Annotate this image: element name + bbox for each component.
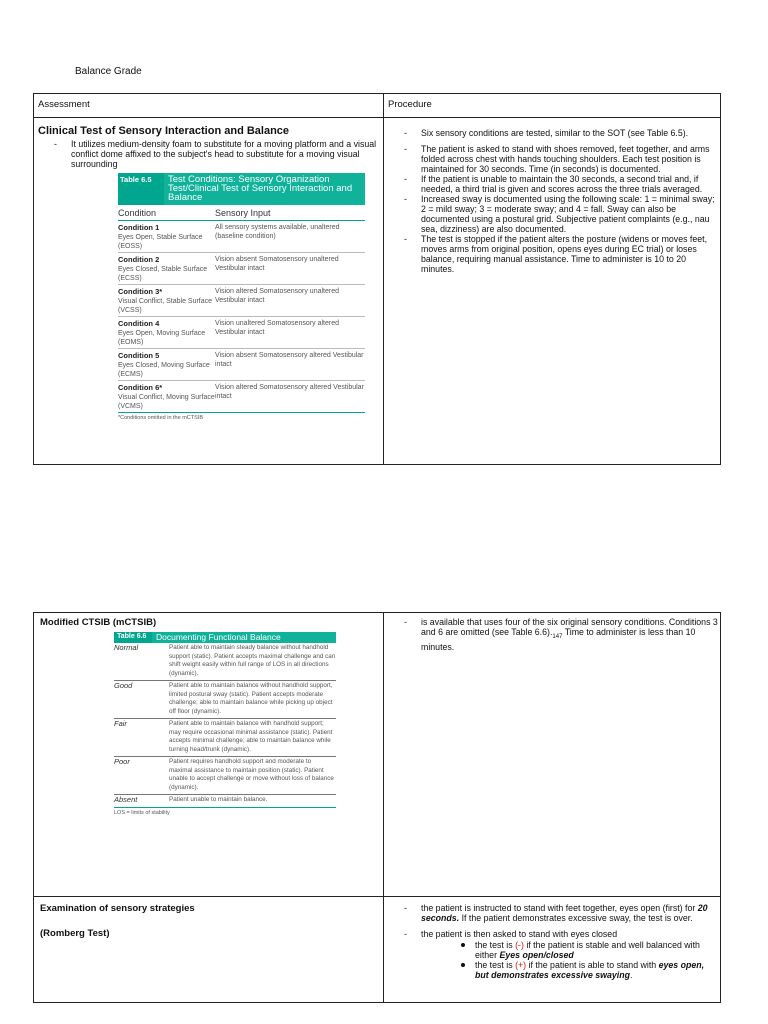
header-procedure: Procedure bbox=[384, 94, 721, 118]
grade-row bbox=[114, 719, 336, 757]
result-emphasis: eyes open, but demonstrates excessive swaying bbox=[475, 960, 705, 980]
table-6-5-banner bbox=[118, 173, 365, 205]
mctsib-assessment-cell bbox=[34, 613, 384, 897]
condition-input: Vision unaltered Somatosensory altered Vestibular intact bbox=[215, 320, 340, 336]
mctsib-title: Modified CTSIB (mCTSIB) bbox=[40, 617, 157, 628]
assessment-table-2 bbox=[33, 612, 721, 1003]
procedure-item: - Increased sway is documented using the following scale: 1 = minimal sway; 2 = mild sway; 3 = moderate sway; and 4 = fall. Sway can also be documented using a postural grid. Subjective patient complaints (e.g., nau sea, dizziness) are also documented. bbox=[384, 194, 720, 234]
condition-input: Vision altered Somatosensory unaltered Vestibular intact bbox=[215, 288, 340, 304]
condition-desc: Eyes Closed, Moving Surface (ECMS) bbox=[118, 362, 210, 378]
condition-row bbox=[118, 285, 365, 317]
result-item bbox=[421, 960, 720, 980]
romberg-result-list bbox=[421, 940, 720, 980]
result-text: if the patient is able to stand with bbox=[526, 960, 659, 970]
result-text: . bbox=[630, 970, 633, 980]
grade-label: Normal bbox=[114, 643, 139, 652]
condition-input: Vision absent Somatosensory altered Vestibular intact bbox=[215, 352, 364, 368]
table-6-5-footnote: *Conditions omitted in the mCTSIB bbox=[118, 415, 203, 421]
procedure-emphasis: 20 seconds. bbox=[421, 903, 708, 923]
negative-sign: (-) bbox=[515, 940, 524, 950]
ctsib-title: Clinical Test of Sensory Interaction and Balance bbox=[38, 125, 290, 137]
procedure-text: Time to administer is less than 10 minutes. bbox=[421, 627, 696, 652]
condition-row bbox=[118, 317, 365, 349]
result-emphasis: Eyes open/closed bbox=[499, 950, 574, 960]
romberg-procedure-cell bbox=[384, 897, 721, 1003]
table-6-5-column-headers bbox=[118, 205, 365, 221]
condition-name: Condition 3* bbox=[118, 287, 163, 296]
grade-row bbox=[114, 795, 336, 808]
col-sensory-input: Sensory Input bbox=[215, 208, 271, 218]
table-6-5-image bbox=[118, 173, 365, 421]
condition-name: Condition 4 bbox=[118, 319, 160, 328]
romberg-subtitle: (Romberg Test) bbox=[40, 928, 110, 939]
grade-label: Fair bbox=[114, 719, 127, 728]
col-condition: Condition bbox=[118, 208, 157, 218]
condition-row bbox=[118, 349, 365, 381]
ctsib-assessment-cell bbox=[34, 118, 384, 465]
procedure-item: - The patient is asked to stand with shoes removed, feet together, and arms folded across chest with hands touching shoulders. Each test position is maintained for 30 seconds. Time (in seconds) is documented. bbox=[384, 144, 720, 174]
ctsib-bullets bbox=[34, 139, 383, 169]
grade-text: Patient unable to maintain balance. bbox=[169, 796, 268, 803]
document-label: Balance Grade bbox=[75, 66, 142, 77]
condition-name: Condition 2 bbox=[118, 255, 160, 264]
condition-input: All sensory systems available, unaltered (baseline condition) bbox=[215, 224, 340, 240]
condition-name: Condition 5 bbox=[118, 351, 160, 360]
ctsib-procedure-cell bbox=[384, 118, 721, 465]
condition-desc: Eyes Closed, Stable Surface (ECSS) bbox=[118, 266, 208, 282]
condition-name: Condition 6* bbox=[118, 383, 163, 392]
result-text: if the patient is stable and well balanced with either bbox=[475, 940, 700, 960]
grade-text: Patient able to maintain balance with handhold support; may require occasional minimal assistance (static). Patient accepts minimal challenge; able to maintain balance while turning head/trunk (dynamic). bbox=[169, 720, 333, 753]
table-6-5-title: Test Conditions: Sensory Organization Test/Clinical Test of Sensory Interaction and Balance bbox=[164, 173, 365, 205]
result-text: the test is bbox=[475, 960, 516, 970]
romberg-title: Examination of sensory strategies bbox=[40, 903, 195, 914]
procedure-item bbox=[384, 929, 720, 980]
reference-number: 147 bbox=[552, 633, 563, 640]
table-6-6-title: Documenting Functional Balance bbox=[152, 632, 336, 643]
table-6-6-image bbox=[114, 632, 336, 816]
grade-row bbox=[114, 681, 336, 719]
grade-row bbox=[114, 643, 336, 681]
table-6-5-tag: Table 6.5 bbox=[118, 173, 164, 205]
mctsib-procedure-cell bbox=[384, 613, 721, 897]
procedure-text: the patient is then asked to stand with eyes closed bbox=[421, 929, 618, 939]
procedure-text: If the patient demonstrates excessive sway, the test is over. bbox=[459, 913, 693, 923]
result-text: the test is bbox=[475, 940, 516, 950]
condition-desc: Visual Conflict, Stable Surface (VCSS) bbox=[118, 298, 213, 314]
table-6-6-tag: Table 6.6 bbox=[114, 632, 152, 643]
condition-row bbox=[118, 253, 365, 285]
grade-text: Patient requires handhold support and moderate to maximal assistance to maintain position (static). Patient unable to accept challenge or move without loss of balance (dynamic). bbox=[169, 758, 334, 791]
procedure-item: - If the patient is unable to maintain the 30 seconds, a second trial and, if needed, a third trial is given and scores across the three trials averaged. bbox=[384, 174, 720, 194]
procedure-item: - Six sensory conditions are tested, similar to the SOT (see Table 6.5). bbox=[384, 128, 720, 138]
procedure-item bbox=[384, 903, 720, 923]
condition-input: Vision altered Somatosensory altered Vestibular intact bbox=[215, 384, 364, 400]
grade-text: Patient able to maintain balance without handhold support, limited postural sway (static). Patient accepts moderate challenge; able to maintain balance while picking up object off floor (dynamic). bbox=[169, 682, 333, 715]
grade-label: Good bbox=[114, 681, 133, 690]
mctsib-procedure-list bbox=[384, 617, 720, 652]
romberg-procedure-list bbox=[384, 903, 720, 980]
condition-row bbox=[118, 381, 365, 413]
condition-name: Condition 1 bbox=[118, 223, 160, 232]
grade-label: Poor bbox=[114, 757, 130, 766]
grade-label: Absent bbox=[114, 795, 138, 804]
procedure-text: is available that uses four of the six original sensory conditions. Conditions 3 and 6 are omitted (see Table 6.6). bbox=[421, 617, 718, 637]
grade-row bbox=[114, 757, 336, 795]
ctsib-procedure-list bbox=[384, 128, 720, 274]
table-6-6-footnote: LOS = limits of stability bbox=[114, 809, 170, 816]
procedure-item: - The test is stopped if the patient alters the posture (widens or moves feet, moves arms from original position, opens eyes during EC trial) or loses balance, requiring manual assistance. Time to administer is 10 to 20 minutes. bbox=[384, 234, 720, 274]
condition-desc: Visual Conflict, Moving Surface (VCMS) bbox=[118, 394, 215, 410]
romberg-assessment-cell bbox=[34, 897, 384, 1003]
positive-sign: (+) bbox=[515, 960, 527, 970]
condition-desc: Eyes Open, Stable Surface (EOSS) bbox=[118, 234, 203, 250]
condition-desc: Eyes Open, Moving Surface (EOMS) bbox=[118, 330, 206, 346]
condition-input: Vision absent Somatosensory unaltered Vestibular intact bbox=[215, 256, 339, 272]
assessment-table-1 bbox=[33, 93, 721, 465]
procedure-item bbox=[384, 617, 720, 652]
header-assessment: Assessment bbox=[34, 94, 384, 118]
condition-row bbox=[118, 221, 365, 253]
result-item bbox=[421, 940, 720, 960]
grade-text: Patient able to maintain steady balance without handhold support (static). Patient accepts maximal challenge and can shift weight easily within full range of LOS in all directions (dynamic). bbox=[169, 644, 336, 677]
ctsib-bullet: - It utilizes medium-density foam to substitute for a moving platform and a visual conflict dome affixed to the subject's head to substitute for a moving visual surrounding bbox=[34, 139, 383, 169]
procedure-text: the patient is instructed to stand with feet together, eyes open (first) for bbox=[421, 903, 698, 913]
table-6-6-banner bbox=[114, 632, 336, 643]
